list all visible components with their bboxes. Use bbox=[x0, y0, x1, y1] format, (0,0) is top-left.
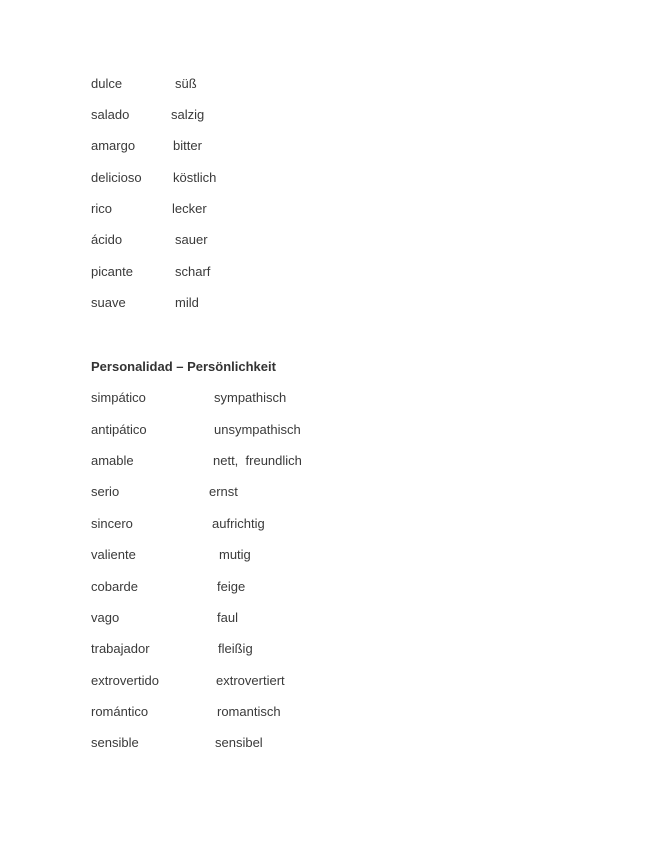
spanish-word: dulce bbox=[91, 76, 123, 91]
spanish-word: amable bbox=[91, 453, 134, 468]
spanish-word: extrovertido bbox=[91, 673, 159, 688]
german-word: lecker bbox=[172, 201, 207, 216]
german-word: extrovertiert bbox=[216, 673, 285, 688]
german-word: köstlich bbox=[173, 170, 217, 185]
spanish-word: rico bbox=[91, 201, 112, 216]
spanish-word: serio bbox=[91, 484, 120, 499]
spanish-word: picante bbox=[91, 264, 133, 279]
german-word: feige bbox=[217, 579, 246, 594]
german-word: fleißig bbox=[218, 641, 253, 656]
german-word: ernst bbox=[209, 484, 238, 499]
german-word: bitter bbox=[173, 138, 202, 153]
german-word: sympathisch bbox=[214, 390, 287, 405]
spanish-word: cobarde bbox=[91, 579, 138, 594]
german-word: romantisch bbox=[217, 704, 281, 719]
spanish-word: ácido bbox=[91, 232, 123, 247]
section-heading: Personalidad – Persönlichkeit bbox=[91, 359, 276, 374]
spanish-word: simpático bbox=[91, 390, 146, 405]
spanish-word: trabajador bbox=[91, 641, 150, 656]
spanish-word: sensible bbox=[91, 735, 139, 750]
german-word: sensibel bbox=[215, 735, 263, 750]
german-word: süß bbox=[175, 76, 197, 91]
german-word: nett, freundlich bbox=[213, 453, 302, 468]
spanish-word: suave bbox=[91, 295, 126, 310]
german-word: salzig bbox=[171, 107, 205, 122]
spanish-word: vago bbox=[91, 610, 120, 625]
spanish-word: valiente bbox=[91, 547, 136, 562]
german-word: aufrichtig bbox=[212, 516, 265, 531]
german-word: faul bbox=[217, 610, 238, 625]
german-word: mild bbox=[175, 295, 199, 310]
german-word: sauer bbox=[175, 232, 208, 247]
spanish-word: salado bbox=[91, 107, 130, 122]
spanish-word: antipático bbox=[91, 422, 147, 437]
spanish-word: delicioso bbox=[91, 170, 142, 185]
spanish-word: sincero bbox=[91, 516, 133, 531]
german-word: scharf bbox=[175, 264, 211, 279]
spanish-word: amargo bbox=[91, 138, 136, 153]
spanish-word: romántico bbox=[91, 704, 149, 719]
german-word: mutig bbox=[219, 547, 251, 562]
german-word: unsympathisch bbox=[214, 422, 301, 437]
